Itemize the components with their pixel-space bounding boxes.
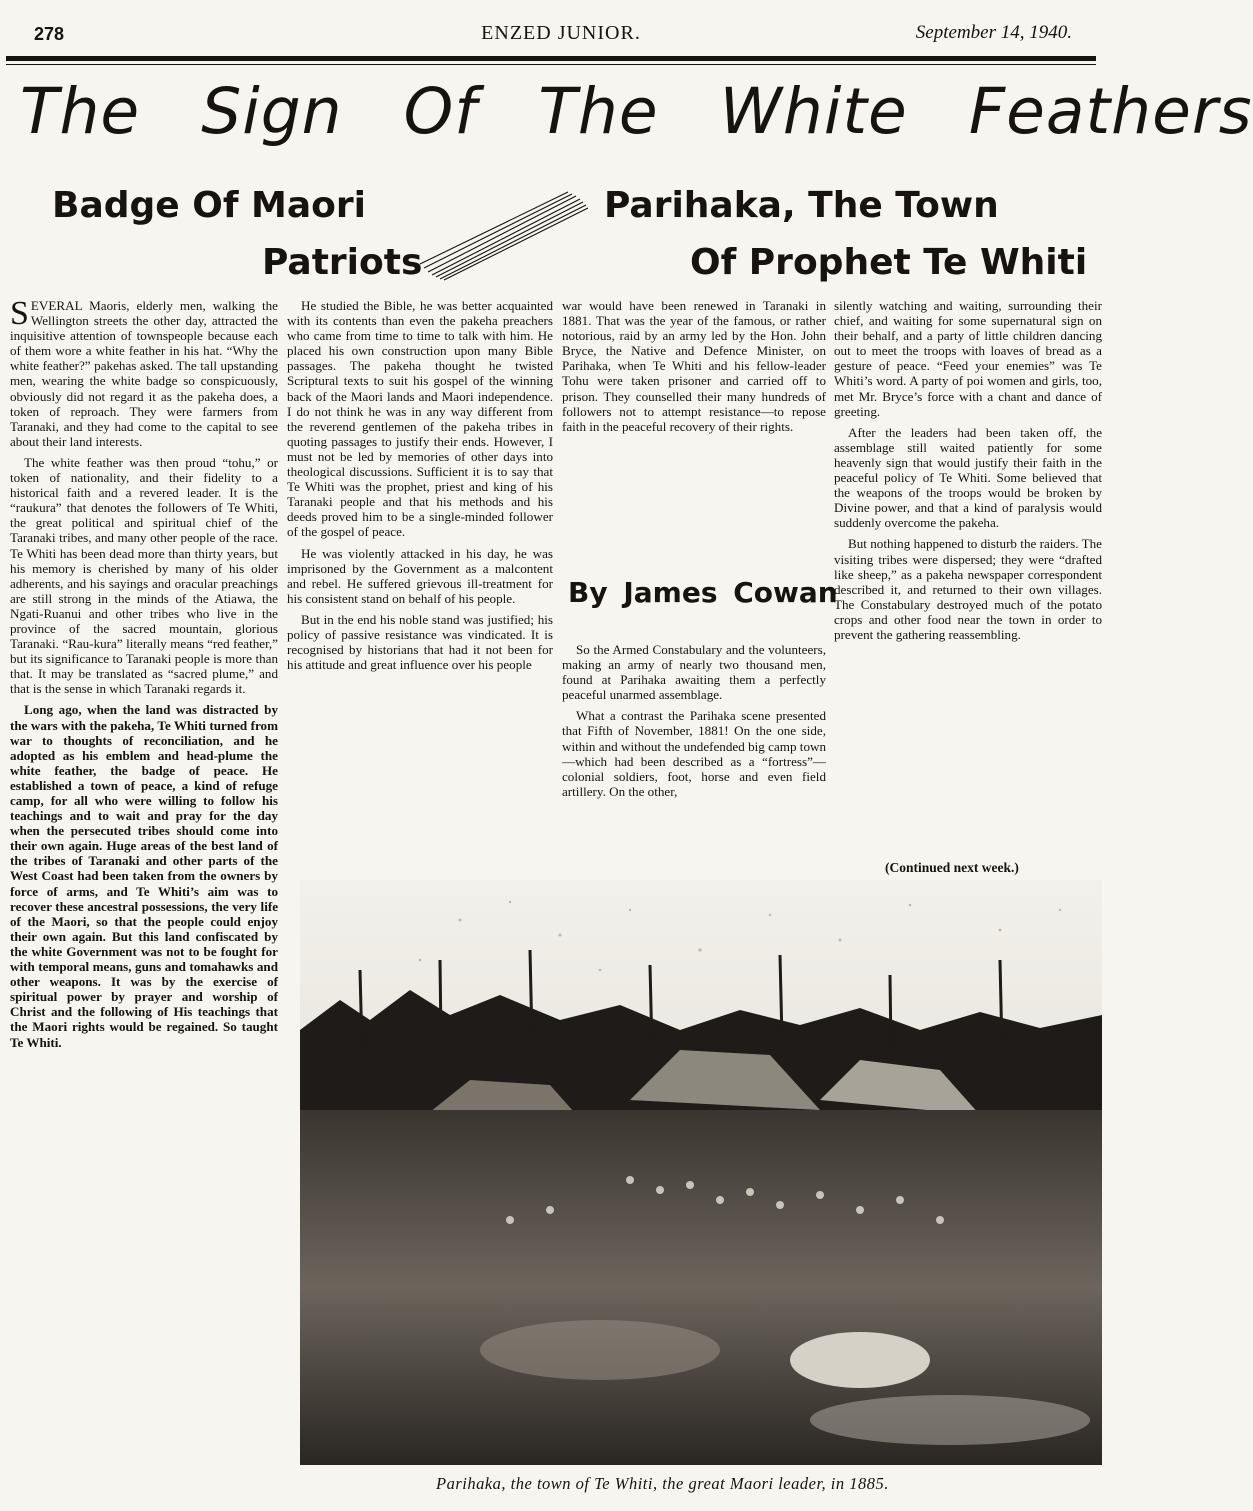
- header-rule: [6, 56, 1096, 61]
- paragraph: He was violently attacked in his day, he was imprisoned by the Government as a malcontent and rebel. He suffered grievous ill-treatment for his consistent stand on behalf of his people.: [287, 545, 553, 606]
- continued-note: (Continued next week.): [885, 860, 1019, 875]
- article-column-3-top: [562, 298, 826, 440]
- paragraph: But nothing happened to disturb the raiders. The visiting tribes were dispersed; they were “drafted like sheep,” as a pakeha newspaper correspondent described it, and returned to their own villages. The Constabulary destroyed much of the potato crops and other food near the town in order to prevent the gathering reassembling.: [834, 536, 1102, 642]
- paragraph: He studied the Bible, he was better acquainted with its contents than even the pakeha preachers who came from time to time to talk with him. He placed his own construction upon many Bible passages. The pakeha thought he twisted Scriptural texts to suit his gospel of the winning back of the Maori lands and Maori independence. I do not think he was in any way different from the reverend gentlemen of the pakeha tribes in quoting passages to justify their ends. However, I must not be led by memories of other days into theological discussions. Sufficient it is to say that Te Whiti was the prophet, priest and king of his Taranaki people and that his methods and his deeds proved him to be a single-minded follower of the gospel of peace.: [287, 298, 553, 540]
- paragraph: silently watching and waiting, surrounding their chief, and waiting for some supernatural sign on their behalf, and a party of little children dancing out to meet the troops with loaves of bread as a gesture of peace. “Feed your enemies” was Te Whiti’s word. A party of poi women and girls, too, met Mr. Bryce’s force with a chant and dance of greeting.: [834, 298, 1102, 419]
- article-column-3-bottom: [562, 642, 826, 805]
- paragraph: What a contrast the Parihaka scene presented that Fifth of November, 1881! On the one side, within and without the undefended big camp town—which had been described as a “fortress”—colonial soldiers, foot, horse and even field artillery. On the other,: [562, 708, 826, 799]
- parihaka-town-image: [300, 880, 1102, 1465]
- subheadline-left-2: Patriots: [262, 242, 423, 283]
- headline: The Sign Of The White Feathers: [20, 75, 1253, 148]
- paragraph: But in the end his noble stand was justified; his policy of passive resistance was vindicated. It is recognised by historians that had it not been for his attitude and great influence over his people: [287, 611, 553, 673]
- page-number: 278: [34, 24, 65, 44]
- subheadline-right-2: Of Prophet Te Whiti: [690, 242, 1088, 283]
- paragraph: After the leaders had been taken off, the assemblage still waited patiently for some heavenly sign that would justify their faith in the peaceful policy of Te Whiti. Some believed that the weapons of the troops would be broken by Divine power, and that a kind of paralysis would suddenly overcome the pakeha.: [834, 424, 1102, 531]
- subheadline-left-1: Badge Of Maori: [52, 185, 366, 226]
- article-column-4: [834, 298, 1102, 648]
- feather-ornament: [420, 190, 590, 280]
- paragraph: The white feather was then proud “tohu,” or token of nationality, and their fidelity to a historical faith and a revered leader. It is the “raukura” that denotes the followers of Te Whiti, the great political and spiritual chief of the Taranaki tribes, and many other people of the race. Te Whiti has been dead more than thirty years, but his memory is cherished by many of his older adherents, and his sayings and oracular preachings are still strong in the minds of the Atiawa, the Ngati-Ruanui and other tribes who live in the province of the sacred mountain, glorious Taranaki. “Rau-kura” literally means “red feather,” but its significance to Taranaki people is more than that. It may be translated as “sacred plume,” and that is the sense in which Taranaki regards it.: [10, 454, 278, 697]
- paragraph: So the Armed Constabulary and the volunteers, making an army of nearly two thousand men, found at Parihaka awaiting them a perfectly peaceful unarmed assemblage.: [562, 642, 826, 703]
- drop-cap: S: [10, 295, 29, 332]
- publication-name: ENZED JUNIOR.: [481, 22, 641, 44]
- issue-date: September 14, 1940.: [915, 22, 1072, 43]
- paragraph: SEVERAL Maoris, elderly men, walking the Wellington streets the other day, attracted the inquisitive attention of townspeople because each of them wore a white feather in his hat. “Why the white feather?” pakehas asked. The tall upstanding men, wearing the white badge so conspicuously, obviously did not regard it as the pakeha does, a token of reproach. They were farmers from Taranaki, and they had come to the capital to see about their land interests.: [10, 295, 278, 449]
- header-rule-thin: [6, 64, 1096, 65]
- subheadline-right-1: Parihaka, The Town: [604, 185, 999, 226]
- article-column-2: [287, 298, 553, 678]
- article-column-1: [10, 295, 278, 1056]
- paragraph: Long ago, when the land was distracted by the wars with the pakeha, Te Whiti turned from war to thoughts of reconciliation, and he adopted as his emblem and head-plume the white feather, the badge of peace. He established a town of peace, a kind of refuge camp, for all who were willing to follow his teachings and to wait and pray for the day when the persecuted tribes should come into their own again. Huge areas of the best land of the tribes of Taranaki and other parts of the West Coast had been taken from the owners by force of arms, and Te Whiti’s aim was to recover these ancestral possessions, the very life of the Maori, so that the people could enjoy their own again. But this land confiscated by the white Government was not to be fought for with temporal means, guns and tomahawks and other weapons. It was by the exercise of spiritual power by prayer and worship of Christ and the following of His teachings that the Maori rights would be regained. So taught Te Whiti.: [10, 702, 278, 1050]
- paragraph: war would have been renewed in Taranaki in 1881. That was the year of the famous, or rather notorious, raid by an army led by the Hon. John Bryce, the Native and Defence Minister, on Parihaka, when Te Whiti and his fellow-leader Tohu were taken prisoner and carried off to prison. They counselled their many hundreds of followers not to attempt resistance—to repose faith in the peaceful recovery of their rights.: [562, 298, 826, 434]
- byline: By James Cowan: [568, 576, 838, 609]
- historical-photograph: [300, 880, 1102, 1465]
- page-header: [30, 16, 1092, 52]
- photo-caption: Parihaka, the town of Te Whiti, the great Maori leader, in 1885.: [436, 1474, 889, 1493]
